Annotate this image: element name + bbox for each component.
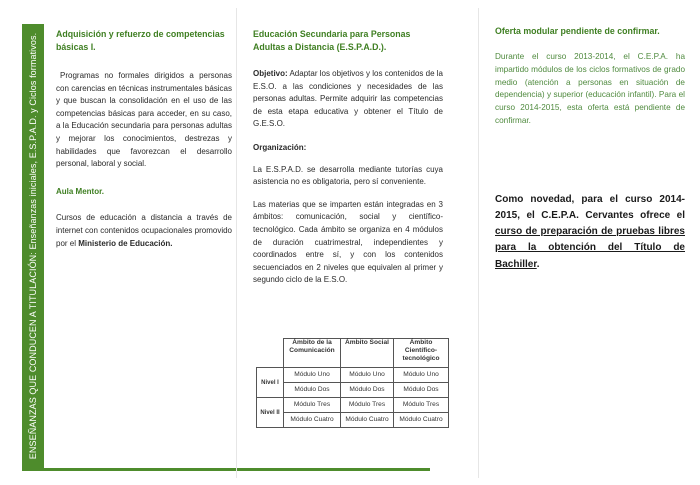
fold-line-1 [236,8,237,478]
col1-paragraph-2 [56,212,232,250]
col1-paragraph-1: Programas no formales dirigidos a personas con carencias en técnicas instrumentales básicas y que buscan la consolidación en el uso de las competencias básicas para acceder, en su caso, a la Educación secundaria para personas adultas y mejorar los conocimientos, destrezas y habilidades que favorezcan el desarrollo personal, laboral y social. [56,71,232,169]
table-cell: Módulo Dos [394,383,449,398]
table-cell: Módulo Uno [394,368,449,383]
novedad-text: Como novedad, para el curso 2014-2015, el C.E.P.A. Cervantes ofrece el [495,193,685,221]
table-cell: Módulo Tres [284,398,341,413]
table-header-cell: Ámbito Científico-tecnológico [394,339,449,368]
table-cell: Módulo Uno [341,368,394,383]
table-cell: Módulo Tres [394,398,449,413]
col1-paragraph-2-bold: Ministerio de Educación. [78,238,173,248]
column-2 [253,28,443,287]
nivel-2-label: Nivel II [257,398,284,428]
col3-novedad [495,192,685,273]
table-cell: Módulo Uno [284,368,341,383]
sidebar-vertical-title: ENSEÑANZAS QUE CONDUCEN A TITULACIÓN: Enseñanzas iniciales, E.S.P.A.D. y Ciclos formativos. [28,32,38,460]
table-row [257,368,449,383]
nivel-1-label: Nivel I [257,368,284,398]
table-row [257,383,449,398]
organizacion-label: Organización: [253,142,307,152]
bottom-green-line [22,468,430,471]
col3-title: Oferta modular pendiente de confirmar. [495,26,660,36]
col1-title: Adquisición y refuerzo de competencias básicas I. [56,29,225,52]
column-3 [495,25,685,273]
fold-line-2 [478,8,479,478]
col2-paragraph-1: La E.S.P.A.D. se desarrolla mediante tutorías cuya asistencia no es obligatoria, pero sí conveniente. [253,164,443,187]
novedad-underlined: curso de preparación de pruebas libres para la obtención del Título de Bachiller [495,226,685,270]
column-1 [56,28,232,250]
table-cell: Módulo Dos [284,383,341,398]
objetivo-text: Adaptar los objetivos y los contenidos de la E.S.O. a las condiciones y necesidades de las personas adultas. Permite adquirir las competencias de esta etapa educativa y obtener el Título de G.E.S.O. [253,69,443,129]
modules-table [256,338,449,428]
table-cell: Módulo Cuatro [341,413,394,428]
col2-paragraph-2: Las materias que se imparten están integradas en 3 ámbitos: comunicación, social y científico-tecnológico. Cada ámbito se organiza en 4 módulos de duración cuatrimestral, independientes y coordinados entre sí, y con los contenidos secuenciados en 2 niveles que equivalen al primer y segundo ciclo de la E.S.O. [253,199,443,285]
table-header-cell: Ámbito Social [341,339,394,368]
col3-paragraph-1: Durante el curso 2013-2014, el C.E.P.A. ha impartido módulos de los ciclos formativos de grado medio (atención a personas en situación de dependencia) y superior (educación infantil). Para el curso 2014-2015, esta oferta está pendiente de confirmar. [495,52,685,125]
col1-subtitle: Aula Mentor. [56,186,105,196]
table-cell: Módulo Tres [341,398,394,413]
col1-paragraph-2-text: Cursos de educación a distancia a través de internet con contenidos ocupacionales promovido por el [56,213,232,248]
table-corner-cell [257,339,284,368]
table-row [257,398,449,413]
novedad-end: . [536,258,540,270]
table-row [257,413,449,428]
col2-title: Educación Secundaria para Personas Adultas a Distancia (E.S.P.A.D.). [253,29,411,52]
table-cell: Módulo Cuatro [394,413,449,428]
col2-objetivo [253,68,443,131]
table-cell: Módulo Dos [341,383,394,398]
table-cell: Módulo Cuatro [284,413,341,428]
table-header-row [257,339,449,368]
table-header-cell: Ámbito de la Comunicación [284,339,341,368]
objetivo-label: Objetivo: [253,69,288,78]
